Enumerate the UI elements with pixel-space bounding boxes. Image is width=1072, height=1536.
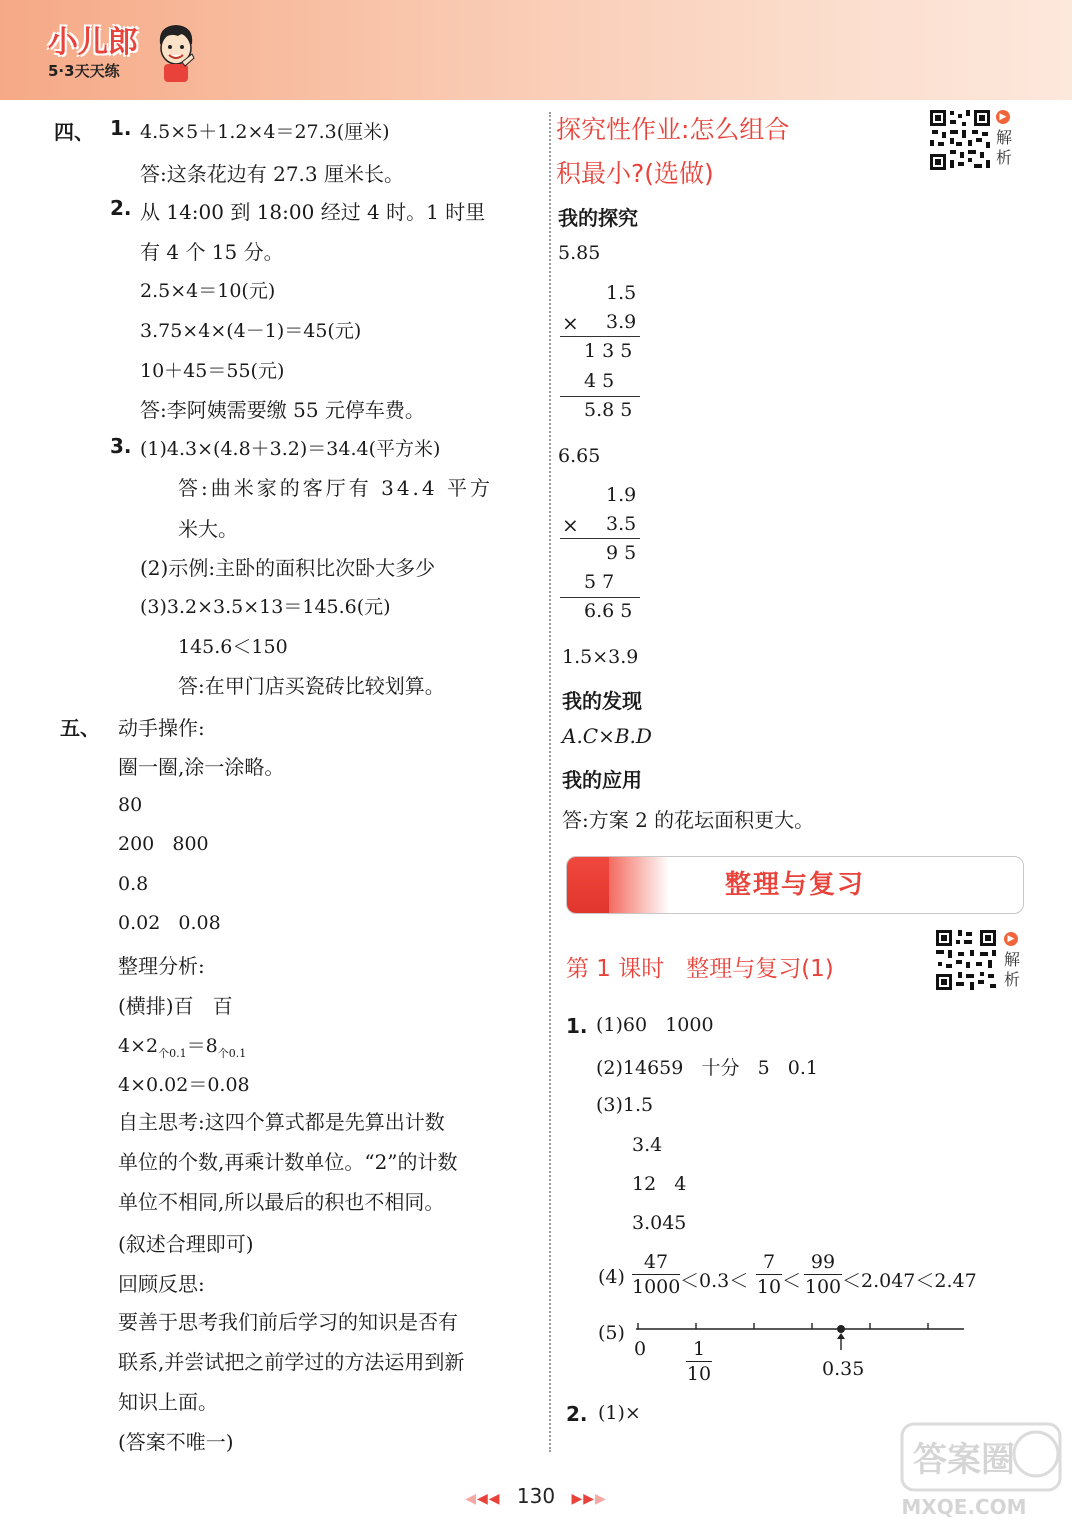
review-q1-h-label: (5) [598, 1322, 625, 1344]
fraction-7-10 [756, 1251, 782, 1298]
review-q2-a: (1)× [598, 1402, 641, 1424]
watermark [896, 1418, 1066, 1532]
review-q1-f: 3.045 [632, 1212, 687, 1234]
calc2-rule-1 [560, 538, 640, 539]
play-icon-1: ▶ [996, 110, 1010, 124]
calc1-rule-1 [560, 336, 640, 337]
qr-note-2: 解析 [1004, 950, 1021, 989]
brand-name: 小儿郎 [48, 25, 138, 60]
point-arrowhead [837, 1333, 845, 1339]
section-banner [566, 856, 1024, 914]
explore-value-3: 1.5×3.9 [562, 646, 639, 668]
number-line [630, 1312, 970, 1352]
calc1-multiplier: 3.9 [606, 311, 637, 333]
fraction-2-denominator: 10 [756, 1276, 782, 1298]
qr-code-icon-1[interactable] [928, 108, 992, 172]
s5-line-8: (横排)百 百 [118, 994, 233, 1018]
s5-line-4: 200 800 [118, 833, 209, 855]
my-find-heading: 我的发现 [562, 689, 642, 713]
fraction-99-100 [804, 1251, 842, 1298]
q3-line-7: 答:在甲门店买瓷砖比较划算。 [178, 674, 445, 698]
q3-number: 3. [110, 434, 132, 458]
q1-number: 1. [110, 116, 132, 140]
fraction-1-numerator: 47 [643, 1251, 669, 1273]
lesson-title: 第 1 课时 整理与复习(1) [566, 956, 834, 982]
calc2-rule-2 [560, 597, 640, 598]
s5-line-1: 动手操作: [118, 716, 205, 740]
next-arrows-icon: ▶▶▶ [571, 1491, 607, 1507]
mascot-icon [152, 22, 200, 84]
q1-line-2: 答:这条花边有 27.3 厘米长。 [140, 162, 404, 186]
s5-line-16: 要善于思考我们前后学习的知识是否有 [118, 1310, 458, 1334]
number-line-tenth-label [686, 1338, 712, 1385]
number-line-point-label: 0.35 [822, 1358, 865, 1380]
explore-title-line-1: 探究性作业:怎么组合 [556, 115, 790, 144]
calc2-top: 1.9 [606, 484, 637, 506]
s5-line-19: (答案不唯一) [118, 1430, 234, 1454]
calc1-result: 5.8 5 [584, 399, 633, 421]
compare-1: ＜0.3＜ [680, 1270, 749, 1292]
find-answer: A.C×B.D [562, 724, 652, 748]
calc2-operator: × [562, 513, 579, 537]
s5-line-12: 单位的个数,再乘计数单位。“2”的计数 [118, 1150, 458, 1174]
s5-line-9-sub-2: 个0.1 [217, 1046, 247, 1060]
explore-title-line-2: 积最小?(选做) [556, 159, 714, 188]
q3-line-6: 145.6＜150 [178, 636, 288, 658]
calc1-top: 1.5 [606, 282, 637, 304]
s5-line-15: 回顾反思: [118, 1272, 205, 1296]
review-q1-b: (2)14659 十分 5 0.1 [596, 1057, 819, 1079]
s5-line-9 [118, 1031, 246, 1061]
my-apply-heading: 我的应用 [562, 768, 642, 792]
review-q1-g-label: (4) [598, 1266, 625, 1288]
calc2-result: 6.6 5 [584, 600, 633, 622]
s5-line-9-part-b: ＝8 [186, 1035, 218, 1057]
s5-line-11: 自主思考:这四个算式都是先算出计数 [118, 1110, 445, 1134]
s5-line-3: 80 [118, 794, 143, 816]
q3-line-4: (2)示例:主卧的面积比次卧大多少 [140, 556, 436, 580]
fraction-3-denominator: 100 [804, 1276, 842, 1298]
fraction-3-numerator: 99 [810, 1251, 836, 1273]
q3-line-2: 答:曲米家的客厅有 34.4 平方 [178, 476, 493, 500]
q3-line-5: (3)3.2×3.5×13＝145.6(元) [140, 596, 391, 618]
q2-line-3: 2.5×4＝10(元) [140, 280, 276, 302]
s5-line-2: 圈一圈,涂一涂略。 [118, 755, 285, 779]
qr-note-1: 解析 [996, 128, 1013, 167]
fraction-2-numerator: 7 [762, 1251, 776, 1273]
s5-line-10: 4×0.02＝0.08 [118, 1074, 250, 1096]
s5-line-17: 联系,并尝试把之前学过的方法运用到新 [118, 1350, 465, 1374]
s5-line-6: 0.02 0.08 [118, 912, 221, 934]
q2-line-2: 有 4 个 15 分。 [140, 240, 284, 264]
calc1-partial-1: 1 3 5 [584, 340, 633, 362]
number-line-zero-label: 0 [634, 1338, 647, 1360]
play-icon-2: ▶ [1004, 932, 1018, 946]
review-q1-e: 12 4 [632, 1173, 687, 1195]
explore-value-1: 5.85 [558, 242, 601, 264]
s5-line-14: (叙述合理即可) [118, 1232, 254, 1256]
q2-line-5: 10＋45＝55(元) [140, 360, 285, 382]
calc2-partial-1: 9 5 [606, 542, 637, 564]
section-5-label: 五、 [60, 716, 100, 740]
s5-line-18: 知识上面。 [118, 1390, 218, 1414]
page-number: 130 [516, 1484, 556, 1508]
prev-arrows-icon: ◀◀◀ [465, 1491, 501, 1507]
compare-2: ＜ [782, 1270, 802, 1292]
review-q1-d: 3.4 [632, 1134, 663, 1156]
watermark-text: 答案圈 MXQE.COM [896, 1432, 1032, 1519]
number-line-point [837, 1325, 845, 1333]
s5-line-9-sub-1: 个0.1 [158, 1046, 187, 1060]
q3-line-1: (1)4.3×(4.8＋3.2)＝34.4(平方米) [140, 438, 441, 460]
qr-code-icon-2[interactable] [934, 928, 998, 992]
brand-subtitle: 5·3天天练 [48, 62, 120, 80]
s5-line-9-part-a: 4×2 [118, 1035, 159, 1057]
q2-line-4: 3.75×4×(4－1)＝45(元) [140, 320, 362, 342]
section-banner-title: 整理与复习 [724, 870, 865, 900]
calc1-partial-2: 4 5 [584, 370, 615, 392]
calc1-rule-2 [560, 396, 640, 397]
review-q1-a: (1)60 1000 [596, 1014, 714, 1036]
review-q1-c: (3)1.5 [596, 1094, 654, 1116]
fraction-1-denominator: 1000 [632, 1276, 681, 1298]
calc2-multiplier: 3.5 [606, 513, 637, 535]
column-divider [549, 112, 551, 1452]
review-q1-number: 1. [566, 1014, 588, 1038]
q2-line-6: 答:李阿姨需要缴 55 元停车费。 [140, 398, 425, 422]
review-q2-number: 2. [566, 1402, 588, 1426]
s5-line-5: 0.8 [118, 873, 149, 895]
q2-number: 2. [110, 196, 132, 220]
my-explore-heading: 我的探究 [558, 206, 638, 230]
compare-3: ＜2.047＜2.47 [842, 1270, 977, 1292]
q3-line-3: 米大。 [178, 517, 238, 541]
number-line-tenth-numerator: 1 [692, 1338, 706, 1360]
watermark-url: MXQE.COM [901, 1495, 1027, 1519]
s5-line-13: 单位不相同,所以最后的积也不相同。 [118, 1190, 445, 1214]
number-line-tenth-denominator: 10 [686, 1363, 712, 1385]
calc1-operator: × [562, 311, 579, 335]
apply-answer: 答:方案 2 的花坛面积更大。 [562, 808, 815, 832]
explore-value-2: 6.65 [558, 445, 601, 467]
brand-logo [48, 25, 138, 81]
fraction-47-1000 [632, 1251, 680, 1298]
section-4-label: 四、 [54, 120, 94, 144]
calc2-partial-2: 5 7 [584, 571, 615, 593]
q1-line-1: 4.5×5＋1.2×4＝27.3(厘米) [140, 121, 390, 143]
q2-line-1: 从 14:00 到 18:00 经过 4 时。1 时里 [140, 200, 486, 224]
s5-line-7: 整理分析: [118, 954, 205, 978]
